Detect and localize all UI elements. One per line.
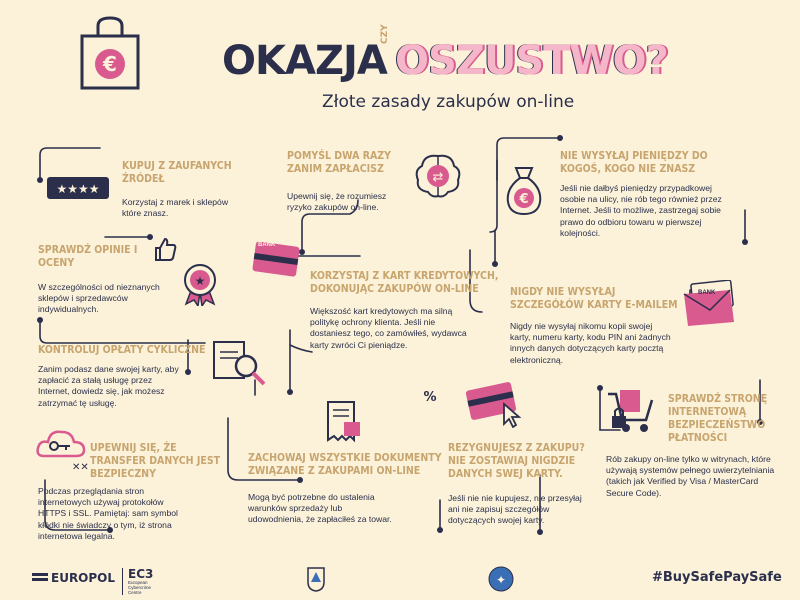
partner-logo-icon [306,566,326,597]
tip-think-heading: POMYŚL DWA RAZY ZANIM ZAPŁACISZ [287,150,391,175]
svg-text:⇄: ⇄ [432,170,444,185]
tip-transfer-heading: UPEWNIJ SIĘ, ŻE TRANSFER DANYCH JEST BEZPIECZNY [90,442,221,480]
email-card-label: BANK [698,290,716,296]
percent-icon [418,384,442,413]
bank-card-label: BANK [258,242,276,248]
tip-trusted-heading: KUPUJ Z ZAUFANYCH ŹRÓDEŁ [122,160,232,185]
title-okazja: OKAZJA [222,38,387,84]
tip-credit-text: Większość kart kredytowych ma silną politykę ochrony klienta. Jeśli nie dostaniesz tego, co zamówiłeś, wydawca karty zwróci Ci pieniądze. [310,306,467,350]
tip-documents-text: Mogą być potrzebne do ustalenia warunków sprzedaży lub udowodnienia, że zapłaciłeś za towar. [248,492,392,525]
tip-cancel-heading: REZYGNUJESZ Z ZAKUPU? NIE ZOSTAWIAJ NIGDZIE DANYCH SWEJ KARTY. [448,442,585,480]
svg-text:★: ★ [194,274,206,288]
tip-email-text: Nigdy nie wysyłaj nikomu kopii swojej karty, numeru karty, kodu PIN ani żadnych innych danych dotyczących karty pocztą elektroniczną. [510,321,671,365]
award-ribbon-icon [180,262,220,311]
tip-cancel-text: Jeśli nie nie kupujesz, nie przesyłaj ani nie zapisuj szczegółów dotyczących swojej karty. [448,493,582,526]
tip-trusted-text: Korzystaj z marek i sklepów które znasz. [122,197,229,219]
svg-text:%: % [423,390,437,405]
europol-label: EUROPOL [51,571,116,585]
title-oszustwo: OSZUSTWO? [395,38,668,84]
tip-transfer-text: Podczas przeglądania stron internetowych używaj protokołów HTTPS i SSL. Pamiętaj: sam symbol kłódki nie świadczy o tym, iż strona internetowa legalna. [38,486,178,541]
cart-lock-icon [606,386,656,443]
envelope-card-icon [680,280,738,331]
tip-reviews-heading: SPRAWDŹ OPINIE I OCENY [38,244,138,269]
stars-rating-icon [46,176,110,207]
tip-credit-heading: KORZYSTAJ Z KART KREDYTOWYCH, DOKONUJĄC ZAKUPÓW ON-LINE [310,270,499,295]
money-bag-icon [502,164,546,221]
tip-documents-heading: ZACHOWAJ WSZYSTKIE DOKUMENTY ZWIĄZANE Z ZAKUPAMI ON-LINE [248,452,442,477]
svg-text:★★★★: ★★★★ [56,182,100,196]
tip-recurring-heading: KONTROLUJ OPŁATY CYKLICZNE [38,344,206,356]
ec3-logo [122,568,162,595]
subtitle: Złote zasady zakupów on-line [322,92,575,112]
svg-text:€: € [103,52,117,76]
hashtag: #BuySafePaySafe [652,570,782,585]
tip-reviews-text: W szczególności od nieznanych sklepów i sprzedawców indywidualnych. [38,282,160,315]
shopping-bag-euro-icon [78,16,142,95]
tip-security-text: Rób zakupy on-line tylko w witrynach, które używają systemów pełnego uwierzytelniania (takich jak Verified by Visa / MasterCard Secure Code). [606,454,775,498]
ec3-label: EC3 [128,567,154,581]
title-czy: CZY [380,24,390,44]
tip-email-heading: NIGDY NIE WYSYŁAJ SZCZEGÓŁÓW KARTY E-MAILEM [510,286,678,311]
tip-money-heading: NIE WYSYŁAJ PIENIĘDZY DO KOGOŚ, KOGO NIE ZNASZ [560,150,708,175]
europol-logo [32,571,115,585]
tip-money-text: Jeśli nie dałbyś pieniędzy przypadkowej osobie na ulicy, nie rób tego również przez Internet. Jeśli to możliwe, zastrzegaj sobie prawo do odbioru towaru w pierwszej kolejności. [560,183,722,238]
magnifier-icon [212,338,268,393]
cloud-key-icon [34,424,90,479]
thumbs-up-icon [152,236,178,267]
brain-shuffle-icon [412,150,464,207]
police-badge-icon [488,565,514,598]
tip-security-heading: SPRAWDŹ STRONĘ INTERNETOWĄ BEZPIECZEŃSTWO PŁATNOŚCI [668,393,768,444]
card-cursor-icon [464,380,526,433]
ec3-sublabel: European Cybercrime Centre [128,580,152,595]
svg-text:€: € [519,192,529,207]
receipt-icon [324,398,364,449]
tip-think-text: Upewnij się, że rozumiesz ryzyko zakupów on-line. [287,191,387,213]
svg-text:✕✕: ✕✕ [72,462,89,473]
tip-recurring-text: Zanim podasz dane swojej karty, aby zapłacić za stałą usługę przez Internet, dowiedz się, jak możesz zatrzymać tę usługę. [38,364,179,408]
svg-text:✦: ✦ [495,573,507,587]
